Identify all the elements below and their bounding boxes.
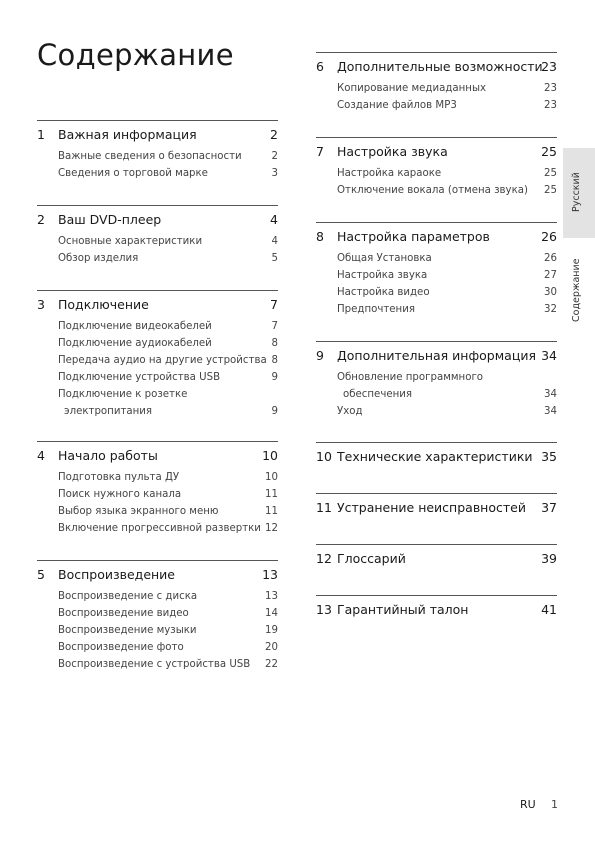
toc-entry[interactable] (58, 148, 278, 165)
section-title: Важная информация (58, 127, 197, 142)
toc-section (316, 595, 557, 619)
toc-section-heading[interactable] (316, 601, 557, 619)
toc-subitems (337, 369, 557, 420)
toc-section-heading[interactable] (37, 566, 278, 584)
entry-title: Важные сведения о безопасности (58, 151, 242, 162)
toc-section-heading[interactable] (316, 448, 557, 466)
entry-page: 26 (544, 253, 557, 264)
entry-title: Создание файлов MP3 (337, 100, 457, 111)
section-number: 1 (37, 127, 45, 142)
section-divider (316, 595, 557, 596)
toc-section-heading[interactable] (37, 126, 278, 144)
entry-page: 9 (271, 372, 278, 383)
section-page: 26 (541, 229, 557, 244)
entry-title: Обзор изделия (58, 253, 139, 264)
section-divider (316, 544, 557, 545)
section-number: 11 (316, 500, 332, 515)
section-number: 2 (37, 212, 45, 227)
section-title: Дополнительные возможности (337, 59, 543, 74)
toc-entry[interactable] (337, 80, 557, 97)
entry-title: Воспроизведение с устройства USB (58, 659, 251, 670)
toc-section (37, 205, 278, 267)
entry-page: 30 (544, 287, 557, 298)
toc-section (37, 560, 278, 673)
toc-subitems (58, 148, 278, 182)
section-tab-label: Содержание (571, 258, 582, 322)
section-number: 9 (316, 348, 324, 363)
toc-entry[interactable] (337, 250, 557, 267)
entry-title: Сведения о торговой марке (58, 168, 208, 179)
section-number: 5 (37, 567, 45, 582)
toc-entry[interactable] (58, 486, 278, 503)
section-page: 41 (541, 602, 557, 617)
section-page: 25 (541, 144, 557, 159)
section-title: Подключение (58, 297, 149, 312)
entry-page: 14 (265, 608, 278, 619)
section-title: Воспроизведение (58, 567, 175, 582)
entry-title: Предпочтения (337, 304, 415, 315)
entry-page: 32 (544, 304, 557, 315)
toc-entry[interactable] (58, 588, 278, 605)
section-page: 35 (541, 449, 557, 464)
entry-title: Поиск нужного канала (58, 489, 182, 500)
section-title: Устранение неисправностей (337, 500, 526, 515)
toc-entry[interactable] (337, 97, 557, 114)
section-divider (316, 341, 557, 342)
toc-section (316, 137, 557, 199)
entry-page: 34 (544, 406, 557, 417)
section-page: 7 (270, 297, 278, 312)
toc-section-heading[interactable] (316, 499, 557, 517)
entry-title: Общая Установка (337, 253, 432, 264)
entry-title: Подключение устройства USB (58, 372, 221, 383)
entry-title: Выбор языка экранного меню (58, 506, 219, 517)
toc-entry[interactable] (337, 284, 557, 301)
toc-entry[interactable] (58, 335, 278, 352)
toc-entry[interactable] (58, 369, 278, 386)
toc-entry[interactable] (58, 622, 278, 639)
entry-page: 10 (265, 472, 278, 483)
section-title: Дополнительная информация (337, 348, 536, 363)
section-title: Ваш DVD-плеер (58, 212, 162, 227)
section-page: 10 (262, 448, 278, 463)
entry-page: 9 (271, 406, 278, 417)
entry-page: 13 (265, 591, 278, 602)
section-title: Технические характеристики (337, 449, 533, 464)
entry-title: Отключение вокала (отмена звука) (337, 185, 528, 196)
toc-entry[interactable] (337, 267, 557, 284)
toc-entry[interactable] (58, 469, 278, 486)
entry-title: Основные характеристики (58, 236, 203, 247)
entry-page: 4 (271, 236, 278, 247)
toc-subitems (58, 318, 278, 420)
toc-entry[interactable] (58, 250, 278, 267)
entry-page: 5 (271, 253, 278, 264)
toc-subitems (337, 165, 557, 199)
entry-page: 22 (265, 659, 278, 670)
toc-subitems (58, 469, 278, 537)
entry-page: 25 (544, 185, 557, 196)
section-divider (316, 137, 557, 138)
section-title: Гарантийный талон (337, 602, 469, 617)
entry-title: Воспроизведение видео (58, 608, 189, 619)
footer-language: RU (520, 798, 536, 811)
toc-section (37, 441, 278, 537)
entry-page: 27 (544, 270, 557, 281)
toc-section-heading[interactable] (316, 347, 557, 365)
toc-section (316, 544, 557, 568)
toc-section-heading[interactable] (37, 296, 278, 314)
entry-title: Настройка караоке (337, 168, 442, 179)
toc-entry[interactable] (337, 301, 557, 318)
toc-section (37, 290, 278, 420)
entry-title: Подготовка пульта ДУ (58, 472, 180, 483)
toc-section (316, 222, 557, 318)
entry-page: 34 (544, 389, 557, 400)
entry-title: Воспроизведение фото (58, 642, 184, 653)
toc-entry[interactable] (58, 520, 278, 537)
section-divider (37, 205, 278, 206)
entry-title: Включение прогрессивной развертки (58, 523, 261, 534)
toc-section (316, 341, 557, 420)
entry-title-continued: электропитания (64, 406, 153, 417)
toc-section (316, 52, 557, 114)
section-divider (37, 441, 278, 442)
section-number: 3 (37, 297, 45, 312)
toc-subitems (58, 233, 278, 267)
section-number: 13 (316, 602, 332, 617)
entry-page: 23 (544, 100, 557, 111)
section-number: 4 (37, 448, 45, 463)
entry-page: 23 (544, 83, 557, 94)
entry-title: Настройка видео (337, 287, 430, 298)
section-title: Настройка параметров (337, 229, 490, 244)
entry-title: Обновление программного (337, 372, 484, 383)
entry-page: 12 (265, 523, 278, 534)
section-page: 13 (262, 567, 278, 582)
toc-section-heading[interactable] (37, 211, 278, 229)
section-number: 7 (316, 144, 324, 159)
language-tab-label: Русский (571, 172, 582, 212)
toc-entry[interactable] (58, 233, 278, 250)
toc-entry[interactable] (337, 182, 557, 199)
section-divider (37, 560, 278, 561)
toc-entry[interactable] (58, 605, 278, 622)
entry-page: 11 (265, 506, 278, 517)
entry-page: 11 (265, 489, 278, 500)
toc-subitems (58, 588, 278, 673)
section-divider (316, 442, 557, 443)
entry-title: Копирование медиаданных (337, 83, 487, 94)
toc-entry[interactable] (58, 639, 278, 656)
toc-entry[interactable] (58, 352, 278, 369)
toc-subitems (337, 80, 557, 114)
entry-title: Воспроизведение музыки (58, 625, 197, 636)
toc-entry[interactable] (58, 165, 278, 182)
section-page: 23 (541, 59, 557, 74)
section-page: 39 (541, 551, 557, 566)
toc-section-heading[interactable] (316, 550, 557, 568)
entry-page: 19 (265, 625, 278, 636)
section-divider (316, 493, 557, 494)
section-page: 37 (541, 500, 557, 515)
section-page: 34 (541, 348, 557, 363)
section-divider (316, 222, 557, 223)
page-title: Содержание (37, 38, 234, 72)
toc-section-heading[interactable] (316, 143, 557, 161)
section-number: 8 (316, 229, 324, 244)
toc-entry[interactable] (58, 386, 278, 420)
section-divider (37, 120, 278, 121)
toc-section (316, 442, 557, 466)
entry-title: Уход (337, 406, 363, 417)
entry-title: Настройка звука (337, 270, 428, 281)
entry-page: 2 (271, 151, 278, 162)
section-number: 12 (316, 551, 332, 566)
toc-entry[interactable] (337, 165, 557, 182)
section-number: 6 (316, 59, 324, 74)
section-divider (37, 290, 278, 291)
section-divider (316, 52, 557, 53)
footer-page-number: 1 (551, 798, 558, 811)
entry-title: Передача аудио на другие устройства (58, 355, 267, 366)
entry-page: 7 (271, 321, 278, 332)
toc-section (37, 120, 278, 182)
entry-page: 8 (271, 338, 278, 349)
entry-page: 25 (544, 168, 557, 179)
toc-section (316, 493, 557, 517)
section-title: Глоссарий (337, 551, 406, 566)
toc-entry[interactable] (58, 656, 278, 673)
toc-section-heading[interactable] (37, 447, 278, 465)
entry-page: 3 (271, 168, 278, 179)
entry-title: Воспроизведение с диска (58, 591, 198, 602)
section-page: 4 (270, 212, 278, 227)
section-title: Начало работы (58, 448, 158, 463)
entry-title: Подключение аудиокабелей (58, 338, 212, 349)
section-page: 2 (270, 127, 278, 142)
toc-section-heading[interactable] (316, 228, 557, 246)
toc-entry[interactable] (58, 318, 278, 335)
section-number: 10 (316, 449, 332, 464)
toc-entry[interactable] (337, 369, 557, 403)
toc-entry[interactable] (337, 403, 557, 420)
toc-entry[interactable] (58, 503, 278, 520)
entry-title-continued: обеспечения (343, 389, 413, 400)
toc-section-heading[interactable] (316, 58, 557, 76)
entry-title: Подключение к розетке (58, 389, 188, 400)
entry-page: 20 (265, 642, 278, 653)
toc-subitems (337, 250, 557, 318)
entry-title: Подключение видеокабелей (58, 321, 212, 332)
section-title: Настройка звука (337, 144, 448, 159)
entry-page: 8 (271, 355, 278, 366)
